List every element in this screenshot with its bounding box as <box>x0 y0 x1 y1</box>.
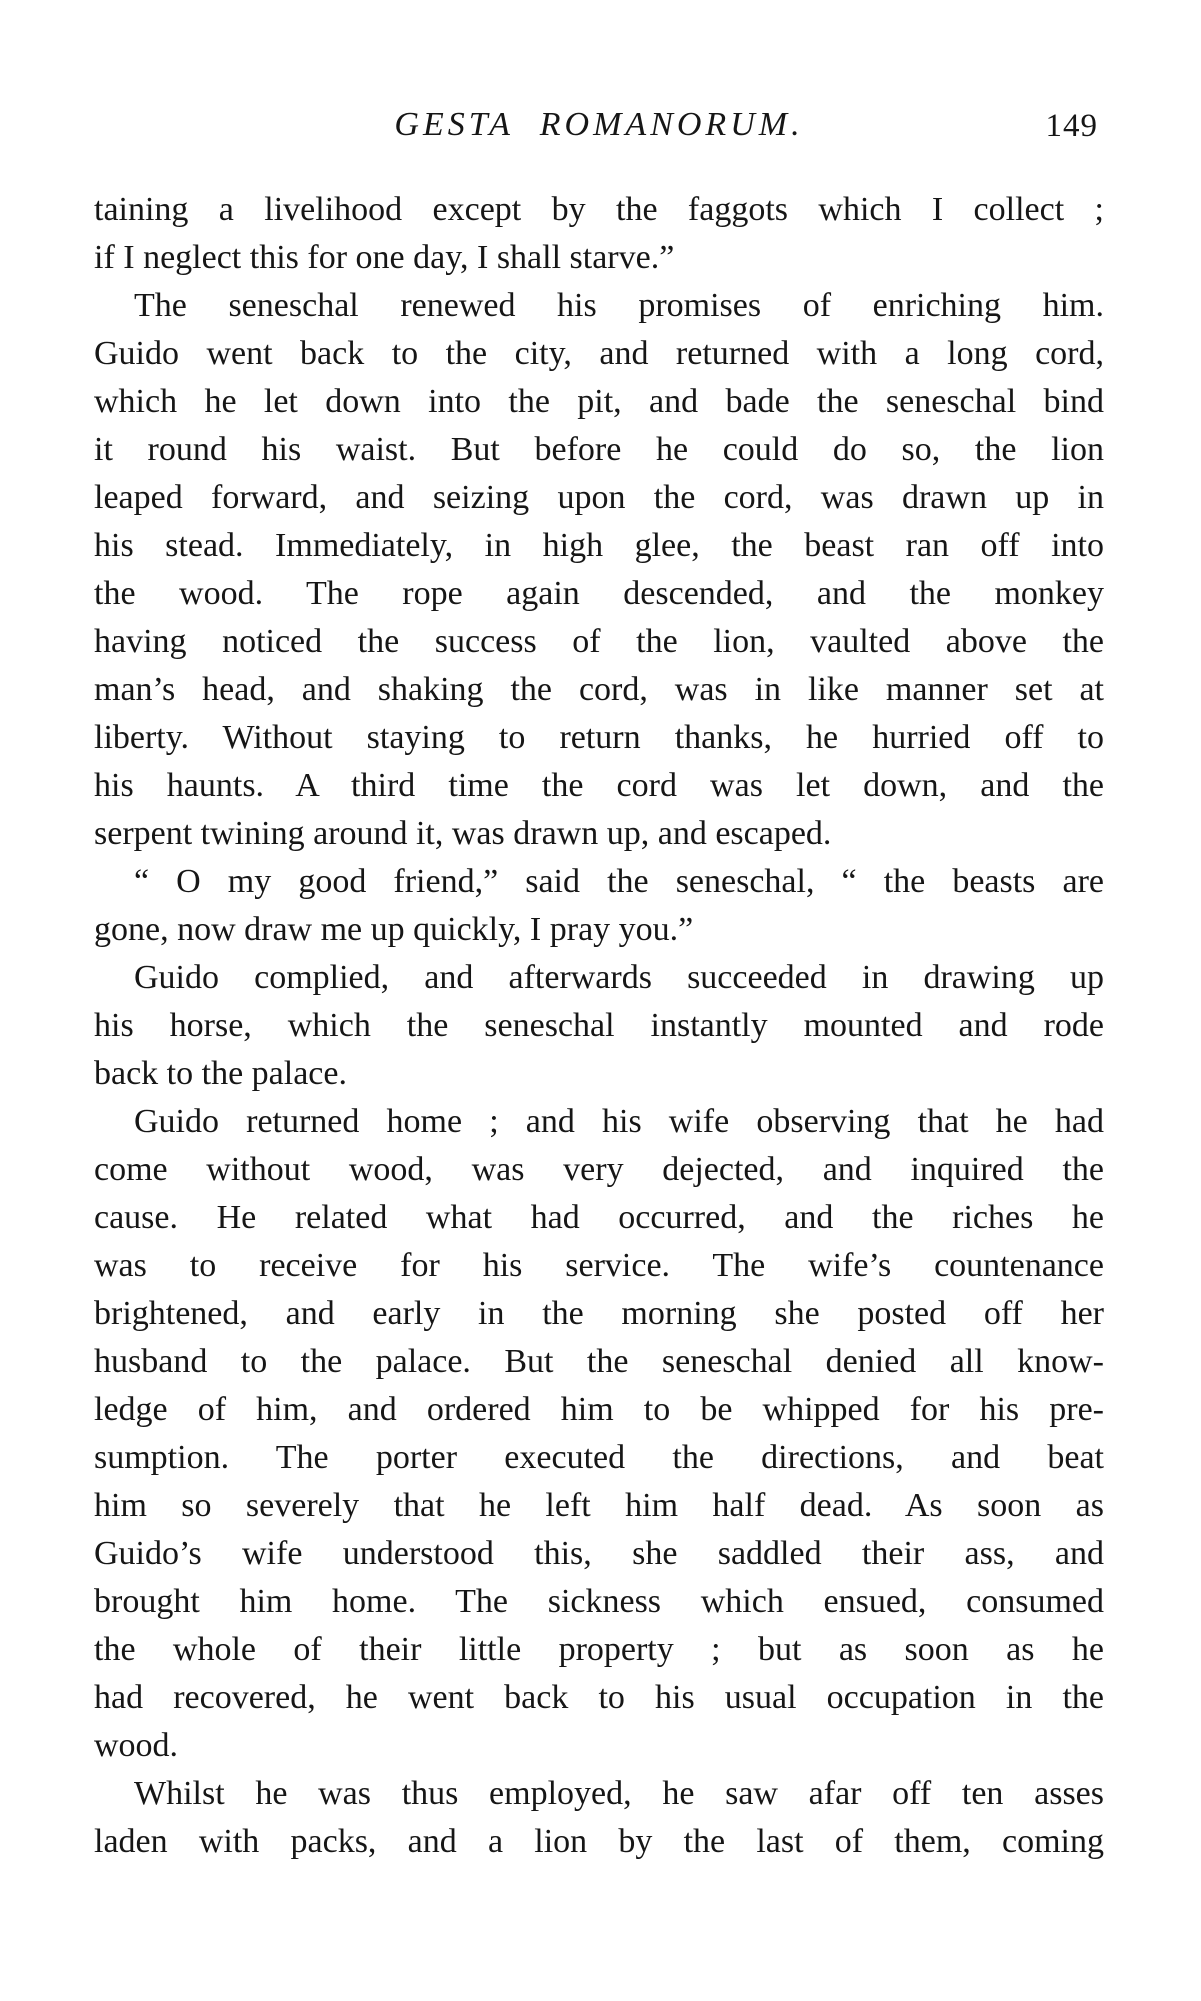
text-line: it round his waist. But before he could do so, the lion <box>94 431 1104 468</box>
text-line: sumption. The porter executed the directions, and beat <box>94 1439 1104 1476</box>
text-line: gone, now draw me up quickly, I pray you.” <box>94 911 694 948</box>
text-line: the whole of their little property ; but as soon as he <box>94 1631 1104 1668</box>
text-line: brought him home. The sickness which ensued, consumed <box>94 1583 1104 1620</box>
text-line: Guido went back to the city, and returned with a long cord, <box>94 335 1104 372</box>
text-line: husband to the palace. But the seneschal denied all know- <box>94 1343 1104 1380</box>
text-line: wood. <box>94 1727 179 1764</box>
paragraph <box>94 282 1104 858</box>
text-line: ledge of him, and ordered him to be whipped for his pre- <box>94 1391 1104 1428</box>
text-line: cause. He related what had occurred, and the riches he <box>94 1199 1104 1236</box>
text-line: laden with packs, and a lion by the last of them, coming <box>94 1823 1104 1860</box>
text-line: was to receive for his service. The wife’s countenance <box>94 1247 1104 1284</box>
paragraph <box>94 858 1104 954</box>
text-line: liberty. Without staying to return thanks, he hurried off to <box>94 719 1104 756</box>
paragraph <box>94 1770 1104 1866</box>
text-line: “ O my good friend,” said the seneschal, “ the beasts are <box>134 863 1104 900</box>
paragraph <box>94 954 1104 1098</box>
text-line: the wood. The rope again descended, and the monkey <box>94 575 1104 612</box>
paragraph <box>94 186 1104 282</box>
text-line: Whilst he was thus employed, he saw afar off ten asses <box>134 1775 1104 1812</box>
text-line: Guido returned home ; and his wife observing that he had <box>134 1103 1104 1140</box>
text-line: serpent twining around it, was drawn up, and escaped. <box>94 815 832 852</box>
text-line: taining a livelihood except by the faggots which I collect ; <box>94 191 1104 228</box>
text-line: Guido’s wife understood this, she saddled their ass, and <box>94 1535 1104 1572</box>
text-line: him so severely that he left him half dead. As soon as <box>94 1487 1104 1524</box>
text-line: had recovered, he went back to his usual occupation in the <box>94 1679 1104 1716</box>
text-line: brightened, and early in the morning she posted off her <box>94 1295 1104 1332</box>
text-line: his horse, which the seneschal instantly mounted and rode <box>94 1007 1104 1044</box>
text-line: The seneschal renewed his promises of enriching him. <box>134 287 1104 324</box>
text-line: his haunts. A third time the cord was let down, and the <box>94 767 1104 804</box>
paragraph <box>94 1098 1104 1770</box>
running-header-title: GESTA ROMANORUM. <box>394 106 804 143</box>
page-body <box>94 186 1104 1866</box>
text-line: having noticed the success of the lion, vaulted above the <box>94 623 1104 660</box>
text-line: leaped forward, and seizing upon the cord, was drawn up in <box>94 479 1104 516</box>
text-line: if I neglect this for one day, I shall starve.” <box>94 239 675 276</box>
text-line: his stead. Immediately, in high glee, the beast ran off into <box>94 527 1104 564</box>
page-number: 149 <box>1045 108 1098 144</box>
text-line: which he let down into the pit, and bade the seneschal bind <box>94 383 1104 420</box>
text-line: back to the palace. <box>94 1055 347 1092</box>
text-line: man’s head, and shaking the cord, was in like manner set at <box>94 671 1104 708</box>
text-line: come without wood, was very dejected, and inquired the <box>94 1151 1104 1188</box>
text-line: Guido complied, and afterwards succeeded in drawing up <box>134 959 1104 996</box>
